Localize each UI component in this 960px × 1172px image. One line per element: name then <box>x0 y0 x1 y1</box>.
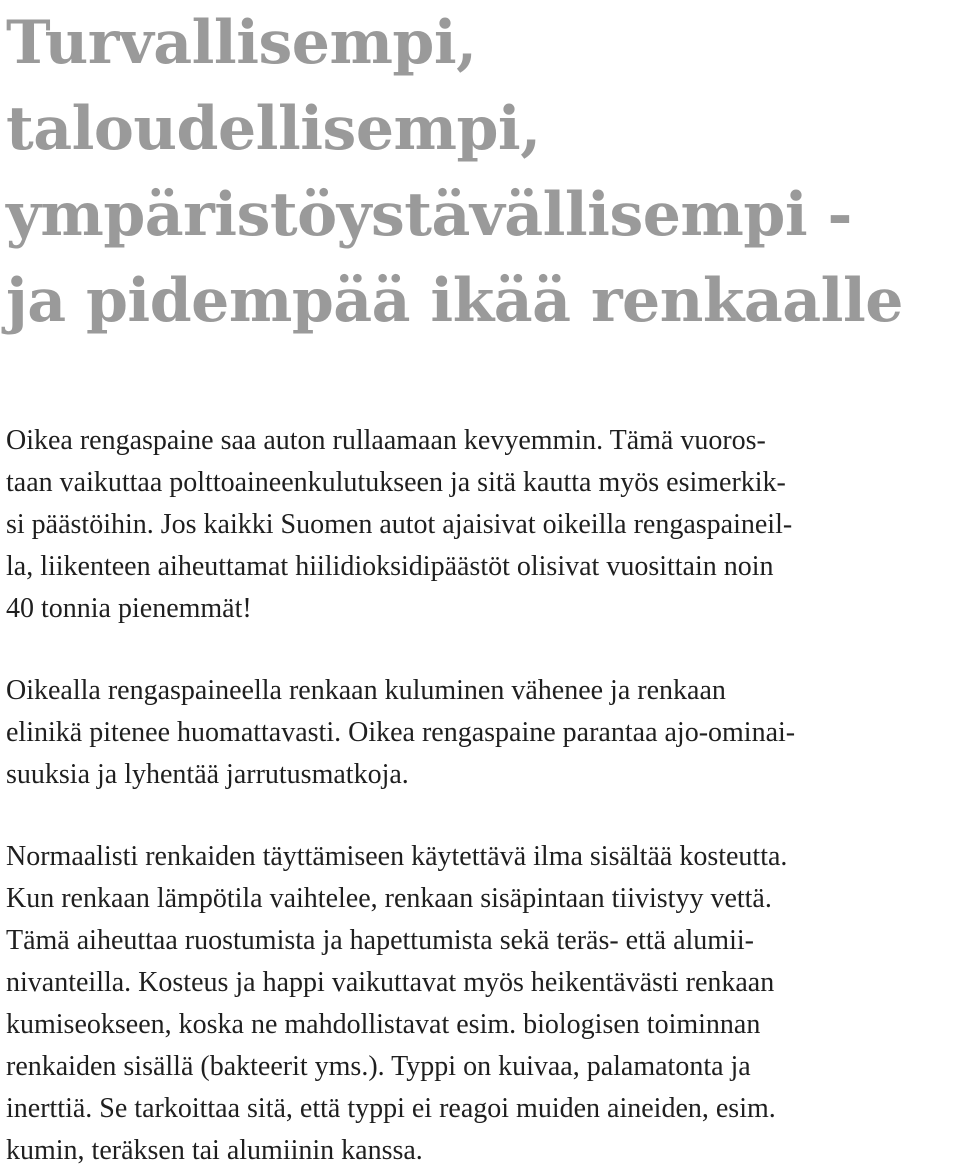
text-line: si päästöihin. Jos kaikki Suomen autot ajaisivat oikeilla rengaspaineil- <box>6 509 793 540</box>
title-line: Turvallisempi, <box>6 8 477 78</box>
page-title <box>6 0 903 344</box>
paragraph-tyre-wear <box>6 670 795 796</box>
text-line: kumiseokseen, koska ne mahdollistavat esim. biologisen toiminnan <box>6 1009 761 1040</box>
text-line: elinikä pitenee huomattavasti. Oikea rengaspaine parantaa ajo-ominai- <box>6 717 796 748</box>
paragraph-tyre-pressure-emissions <box>6 420 792 630</box>
text-line: inerttiä. Se tarkoittaa sitä, että typpi ei reagoi muiden aineiden, esim. <box>6 1093 776 1124</box>
text-line: suuksia ja lyhentää jarrutusmatkoja. <box>6 759 409 790</box>
title-line: ympäristöystävällisempi - <box>6 180 852 250</box>
text-line: la, liikenteen aiheuttamat hiilidioksidipäästöt olisivat vuosittain noin <box>6 551 774 582</box>
text-line: Kun renkaan lämpötila vaihtelee, renkaan sisäpintaan tiivistyy vettä. <box>6 883 772 914</box>
text-line: renkaiden sisällä (bakteerit yms.). Typpi on kuivaa, palamatonta ja <box>6 1051 751 1082</box>
text-line: nivanteilla. Kosteus ja happi vaikuttavat myös heikentävästi renkaan <box>6 967 775 998</box>
text-line: Oikea rengaspaine saa auton rullaamaan kevyemmin. Tämä vuoros- <box>6 425 766 456</box>
text-line: taan vaikuttaa polttoaineenkulutukseen ja sitä kautta myös esimerkik- <box>6 467 786 498</box>
text-line: Oikealla rengaspaineella renkaan kuluminen vähenee ja renkaan <box>6 675 726 706</box>
text-line: Tämä aiheuttaa ruostumista ja hapettumista sekä teräs- että alumii- <box>6 925 754 956</box>
text-line: Normaalisti renkaiden täyttämiseen käytettävä ilma sisältää kosteutta. <box>6 841 788 872</box>
title-line: taloudellisempi, <box>6 94 541 164</box>
title-line: ja pidempää ikää renkaalle <box>6 266 903 336</box>
text-line: kumin, teräksen tai alumiinin kanssa. <box>6 1135 423 1166</box>
paragraph-nitrogen-filling <box>6 836 787 1172</box>
text-line: 40 tonnia pienemmät! <box>6 593 252 624</box>
